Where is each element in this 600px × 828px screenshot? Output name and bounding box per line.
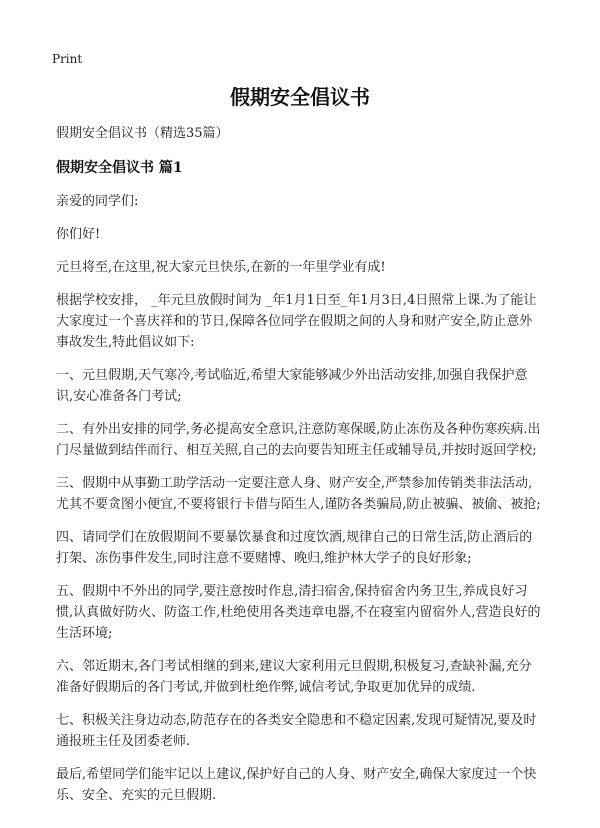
paragraph-item-6: 六、邻近期末,各门考试相继的到来,建议大家利用元旦假期,积极复习,查缺补漏,充分准备好假期后的各门考试,并做到杜绝作弊,诚信考试,争取更加优异的成绩. [56,659,532,695]
paragraph-new-year-wish: 元旦将至,在这里,祝大家元旦快乐,在新的一年里学业有成! [56,260,386,275]
paragraph-item-7: 七、积极关注身边动态,防范存在的各类安全隐患和不稳定因素,发现可疑情况,要及时通报班主任及团委老师. [56,713,537,749]
print-link[interactable]: Print [52,52,83,66]
paragraph-intro: 根据学校安排， _年元旦放假时间为 _年1月1日至_年1月3日,4日照常上课.为了能让大家度过一个喜庆祥和的节日,保障各位同学在假期之间的人身和财产安全,防止意外事故发生,特此倡议如下: [56,293,537,350]
paragraph-closing: 最后,希望同学们能牢记以上建议,保护好自己的人身、财产安全,确保大家度过一个快乐、安全、充实的元旦假期. [56,767,537,803]
document-subtitle: 假期安全倡议书（精选35篇） [56,126,229,141]
section-heading: 假期安全倡议书 篇1 [56,160,183,176]
paragraph-hello: 你们好! [56,227,101,242]
paragraph-item-3: 三、假期中从事勤工助学活动一定要注意人身、财产安全,严禁参加传销类非法活动,尤其不要贪图小便宜,不要将银行卡借与陌生人,谨防各类骗局,防止被骗、被偷、被抢; [56,476,541,512]
paragraph-greeting: 亲爱的同学们: [56,194,139,209]
paragraph-item-2: 二、有外出安排的同学,务必提高安全意识,注意防寒保暖,防止冻伤及各种伤寒疾病.出门尽量做到结伴而行、相互关照,自己的去向要告知班主任或辅导员,并按时返回学校; [56,422,541,458]
paragraph-item-1: 一、元旦假期,天气寒冷,考试临近,希望大家能够减少外出活动安排,加强自我保护意识,安心准备各门考试; [56,368,528,404]
paragraph-item-5: 五、假期中不外出的同学,要注意按时作息,清扫宿舍,保持宿舍内务卫生,养成良好习惯,认真做好防火、防盗工作,杜绝使用各类违章电器,不在寝室内留宿外人,营造良好的生活环境; [56,584,541,641]
document-title: 假期安全倡议书 [230,85,370,109]
paragraph-item-4: 四、请同学们在放假期间不要暴饮暴食和过度饮酒,规律自己的日常生活,防止酒后的打架、冻伤事件发生,同时注意不要赌博、晚归,维护林大学子的良好形象; [56,530,533,566]
